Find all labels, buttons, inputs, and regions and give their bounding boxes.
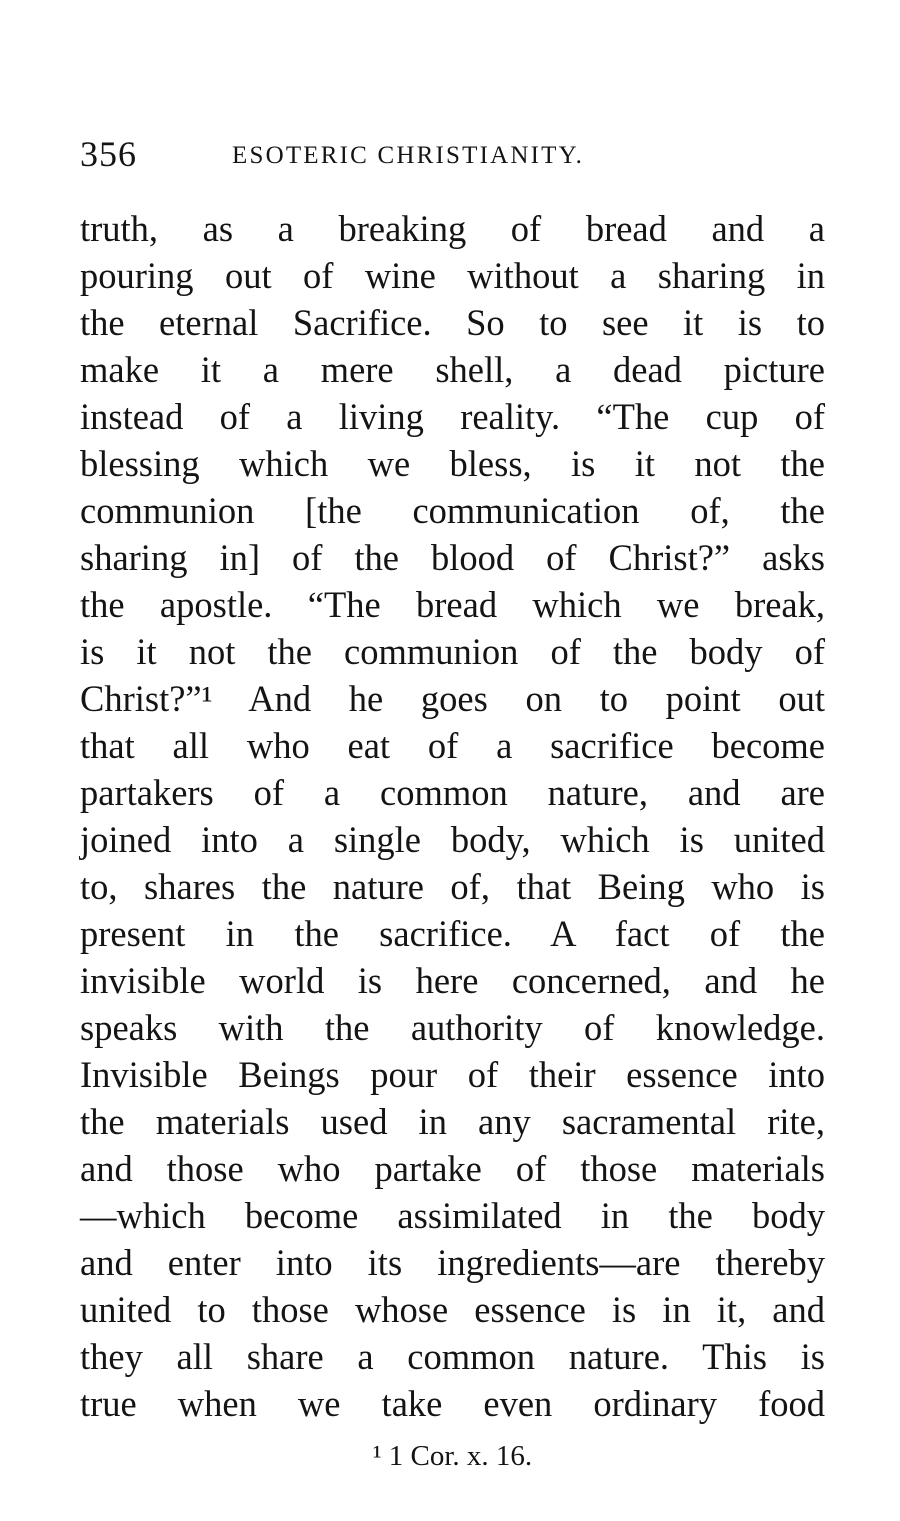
text-line: to, shares the nature of, that Being who is — [80, 866, 825, 907]
text-line: that all who eat of a sacrifice become — [80, 725, 825, 766]
text-line: the apostle. “The bread which we break, — [80, 584, 825, 625]
text-line: Christ?”¹ And he goes on to point out — [80, 678, 825, 719]
text-line: Invisible Beings pour of their essence into — [80, 1054, 825, 1095]
page-number: 356 — [80, 134, 137, 174]
text-line: and enter into its ingredients—are thereby — [80, 1242, 825, 1283]
page-header — [80, 132, 825, 176]
text-line: and those who partake of those materials — [80, 1148, 825, 1189]
text-line: invisible world is here concerned, and he — [80, 960, 825, 1001]
running-head: ESOTERIC CHRISTIANITY. — [232, 142, 585, 169]
text-line: is it not the communion of the body of — [80, 631, 825, 672]
text-line: true when we take even ordinary food — [80, 1383, 825, 1424]
text-line: blessing which we bless, is it not the — [80, 443, 825, 484]
text-line: present in the sacrifice. A fact of the — [80, 913, 825, 954]
text-line: joined into a single body, which is united — [80, 819, 825, 860]
text-line: pouring out of wine without a sharing in — [80, 255, 825, 296]
text-line: the eternal Sacrifice. So to see it is to — [80, 302, 825, 343]
footnote: ¹ 1 Cor. x. 16. — [372, 1440, 533, 1472]
text-line: communion [the communication of, the — [80, 490, 825, 531]
text-line: make it a mere shell, a dead picture — [80, 349, 825, 390]
text-line: sharing in] of the blood of Christ?” asks — [80, 537, 825, 578]
text-line: the materials used in any sacramental rite, — [80, 1101, 825, 1142]
text-line: truth, as a breaking of bread and a — [80, 208, 825, 249]
body-text — [80, 205, 825, 1427]
text-line: —which become assimilated in the body — [80, 1195, 825, 1236]
text-line: partakers of a common nature, and are — [80, 772, 825, 813]
text-line: united to those whose essence is in it, and — [80, 1289, 825, 1330]
text-line: speaks with the authority of knowledge. — [80, 1007, 825, 1048]
text-line: they all share a common nature. This is — [80, 1336, 825, 1377]
text-line: instead of a living reality. “The cup of — [80, 396, 825, 437]
